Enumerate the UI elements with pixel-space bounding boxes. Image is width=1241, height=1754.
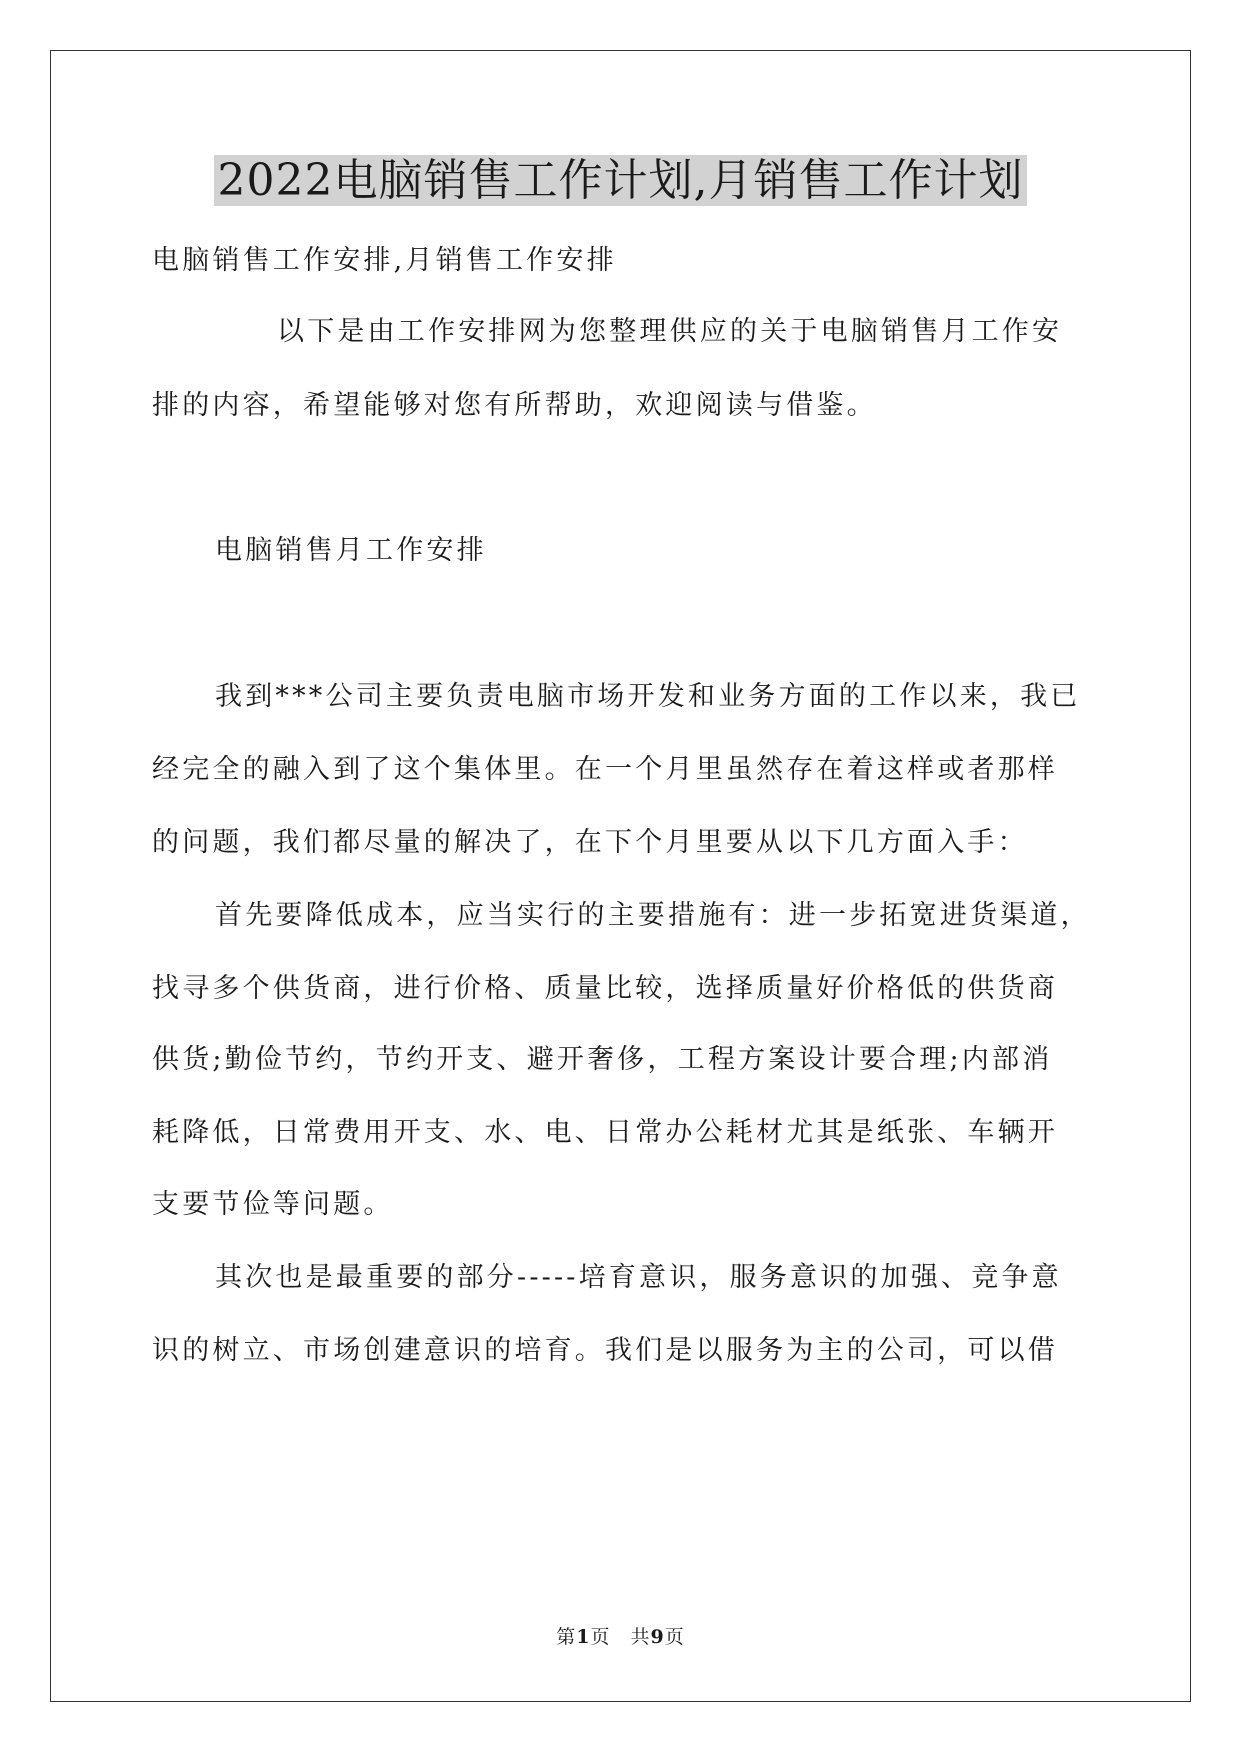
paragraph2-line-4: 耗降低，日常费用开支、水、电、日常办公耗材尤其是纸张、车辆开 (152, 1117, 1058, 1148)
intro-line-2: 排的内容，希望能够对您有所帮助，欢迎阅读与借鉴。 (152, 390, 877, 421)
paragraph1-line-3: 的问题，我们都尽量的解决了，在下个月里要从以下几方面入手： (152, 827, 1028, 858)
document-title-text: 2022电脑销售工作计划,月销售工作计划 (214, 155, 1028, 206)
page-footer (0, 1622, 1241, 1649)
paragraph1-line-2: 经完全的融入到了这个集体里。在一个月里虽然存在着这样或者那样 (152, 754, 1058, 785)
paragraph2-line-5: 支要节俭等问题。 (152, 1189, 394, 1220)
paragraph1-line-1: 我到***公司主要负责电脑市场开发和业务方面的工作以来，我已 (215, 681, 1081, 712)
current-page-number: 1 (576, 1626, 591, 1648)
paragraph2-line-2: 找寻多个供货商，进行价格、质量比较，选择质量好价格低的供货商 (152, 973, 1058, 1004)
paragraph3-line-2: 识的树立、市场创建意识的培育。我们是以服务为主的公司，可以借 (152, 1335, 1058, 1366)
intro-line-1: 以下是由工作安排网为您整理供应的关于电脑销售月工作安 (277, 316, 1063, 347)
footer-prefix: 第 (556, 1626, 577, 1648)
footer-mid: 页 共 (590, 1626, 651, 1648)
paragraph3-line-1: 其次也是最重要的部分-----培育意识，服务意识的加强、竞争意 (215, 1262, 1062, 1293)
document-title (0, 152, 1241, 210)
paragraph2-line-3: 供货;勤俭节约，节约开支、避开奢侈，工程方案设计要合理;内部消 (152, 1044, 1053, 1075)
section-heading: 电脑销售月工作安排 (215, 535, 487, 566)
footer-suffix: 页 (664, 1626, 685, 1648)
paragraph2-line-1: 首先要降低成本，应当实行的主要措施有：进一步拓宽进货渠道， (215, 900, 1091, 931)
total-pages-number: 9 (650, 1626, 665, 1648)
document-subtitle: 电脑销售工作安排,月销售工作安排 (152, 245, 617, 276)
page-border (50, 50, 1191, 1702)
